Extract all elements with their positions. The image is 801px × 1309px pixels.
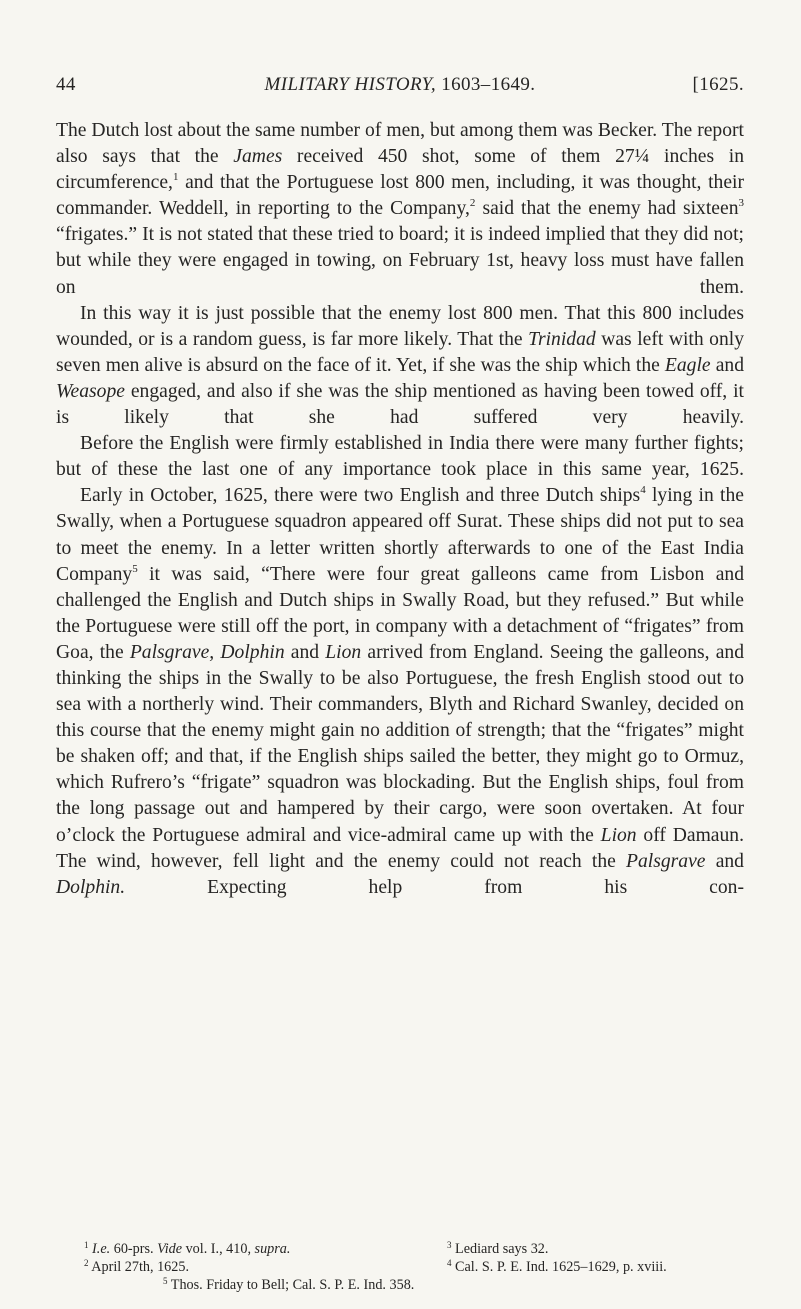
footnote-2 [84,1258,189,1276]
text-run: vol. I., 410, [182,1241,255,1257]
italic-text: Weasope [56,380,125,402]
text-run: Before the English were firmly established in India there were many further fights; but of these the last one of any importance took place in this same year, 1625. [56,433,744,481]
italic-text: I.e. [92,1241,111,1257]
text-run: Thos. Friday to Bell; Cal. S. P. E. Ind. 358. [170,1277,415,1293]
text-run: Early in October, 1625, there were two English and three Dutch ships [80,485,641,507]
text-run: it was said, “There were four great galleons came from Lisbon and challenged the English and Dutch ships in Swally Road, but they refused.” But while the Portuguese were still off the port, in company with a detachment of “frigates” from Goa, the [56,563,744,663]
footnote-number: 5 [163,1276,168,1286]
footnote-row [56,1276,744,1294]
text-run: arrived from England. Seeing the galleons, and thinking the ships in the Swally to be also Portuguese, the fresh English stood out to sea with a northerly wind. Their commanders, Blyth and Richard Swanley, decided on this course that the enemy might gain no addition of strength; that the “frigates” might be shaken off; and that, if the English ships sailed the better, they might go to Ormuz, which Rufrero’s “frigate” squadron was blockading. But the English ships, foul from the long passage out and hampered by their cargo, were soon overtaken. At four o’clock the Portuguese admiral and vice-admiral came up with the [56,641,744,846]
text-run: and that the Portuguese lost 800 men, including, it was thought, their commander. Weddell, in reporting to the Company, [56,172,744,220]
text-run: was left with only seven men alive is absurd on the face of it. Yet, if she was the ship which the [56,328,745,376]
footnote-number: 4 [447,1258,452,1268]
footnote-marker: 4 [640,484,646,497]
text-run: April 27th, 1625. [91,1259,189,1275]
italic-text: Vide [157,1241,183,1257]
italic-text: Lion [600,824,637,846]
text-run: and [284,641,326,663]
running-title-text: MILITARY HISTORY, [264,74,437,95]
text-run: and [710,354,744,376]
italic-text: Eagle [664,354,711,376]
footnotes [56,1240,744,1294]
text-run: Cal. S. P. E. Ind. 1625–1629, p. xviii. [455,1259,667,1275]
text-run: lying in the Swally, when a Portuguese squadron appeared off Surat. These ships did not put to sea to meet the enemy. In a letter written shortly afterwards to one of the East India Company [56,485,744,585]
text-run: “frigates.” It is not stated that these tried to board; it is indeed implied that they did not; but while they were engaged in towing, on February 1st, heavy loss must have fallen on them. [56,224,744,298]
footnote-marker: 1 [172,171,179,184]
body-text [56,118,744,901]
text-run: Lediard says 32. [455,1241,549,1257]
text-run: and [705,850,744,872]
footnote-number: 1 [84,1240,89,1250]
footnote-1 [84,1240,290,1258]
italic-text: Palsgrave [626,850,706,872]
running-header [56,74,744,104]
text-run: off Damaun. The wind, however, fell light and the enemy could not reach the [56,824,744,872]
paragraph [56,483,744,901]
text-run: engaged, and also if she was the ship mentioned as having been towed off, it is likely that she had suffered very heavily. [56,380,744,429]
footnote-number: 3 [447,1240,452,1250]
running-title [56,74,744,96]
paragraph [56,301,744,431]
footnote-marker: 2 [469,197,476,210]
paragraph [56,118,744,301]
running-title-years: 1603–1649. [436,74,536,95]
italic-text: supra. [254,1241,291,1257]
text-run: said that the enemy had sixteen [475,198,739,220]
footnote-row [56,1240,744,1258]
footnote-marker: 5 [132,562,138,575]
text-run: Expecting help from his con- [125,876,744,898]
paragraph [56,431,744,483]
footnote-3 [447,1240,548,1258]
header-year: [1625. [692,74,744,95]
text-run: 60-prs. [110,1241,158,1257]
footnote-5 [163,1276,414,1294]
page-number: 44 [56,74,76,95]
footnote-4 [447,1258,667,1276]
italic-text: Dolphin. [56,876,126,898]
footnote-row [56,1258,744,1276]
italic-text: Lion [325,641,362,663]
text-run: The Dutch lost about the same number of men, but among them was Becker. The report also says that the [56,120,744,168]
italic-text: Dolphin [220,641,285,663]
italic-text: Palsgrave, [129,641,215,663]
footnote-marker: 3 [738,197,744,210]
italic-text: James [233,146,283,168]
footnote-number: 2 [84,1258,89,1268]
text-run: received 450 shot, some of them 27¼ inches in circumference, [56,146,744,194]
text-run: In this way it is just possible that the enemy lost 800 men. That this 800 includes wounded, or is a random guess, is far more likely. That the [56,302,744,350]
italic-text: Trinidad [528,328,596,350]
